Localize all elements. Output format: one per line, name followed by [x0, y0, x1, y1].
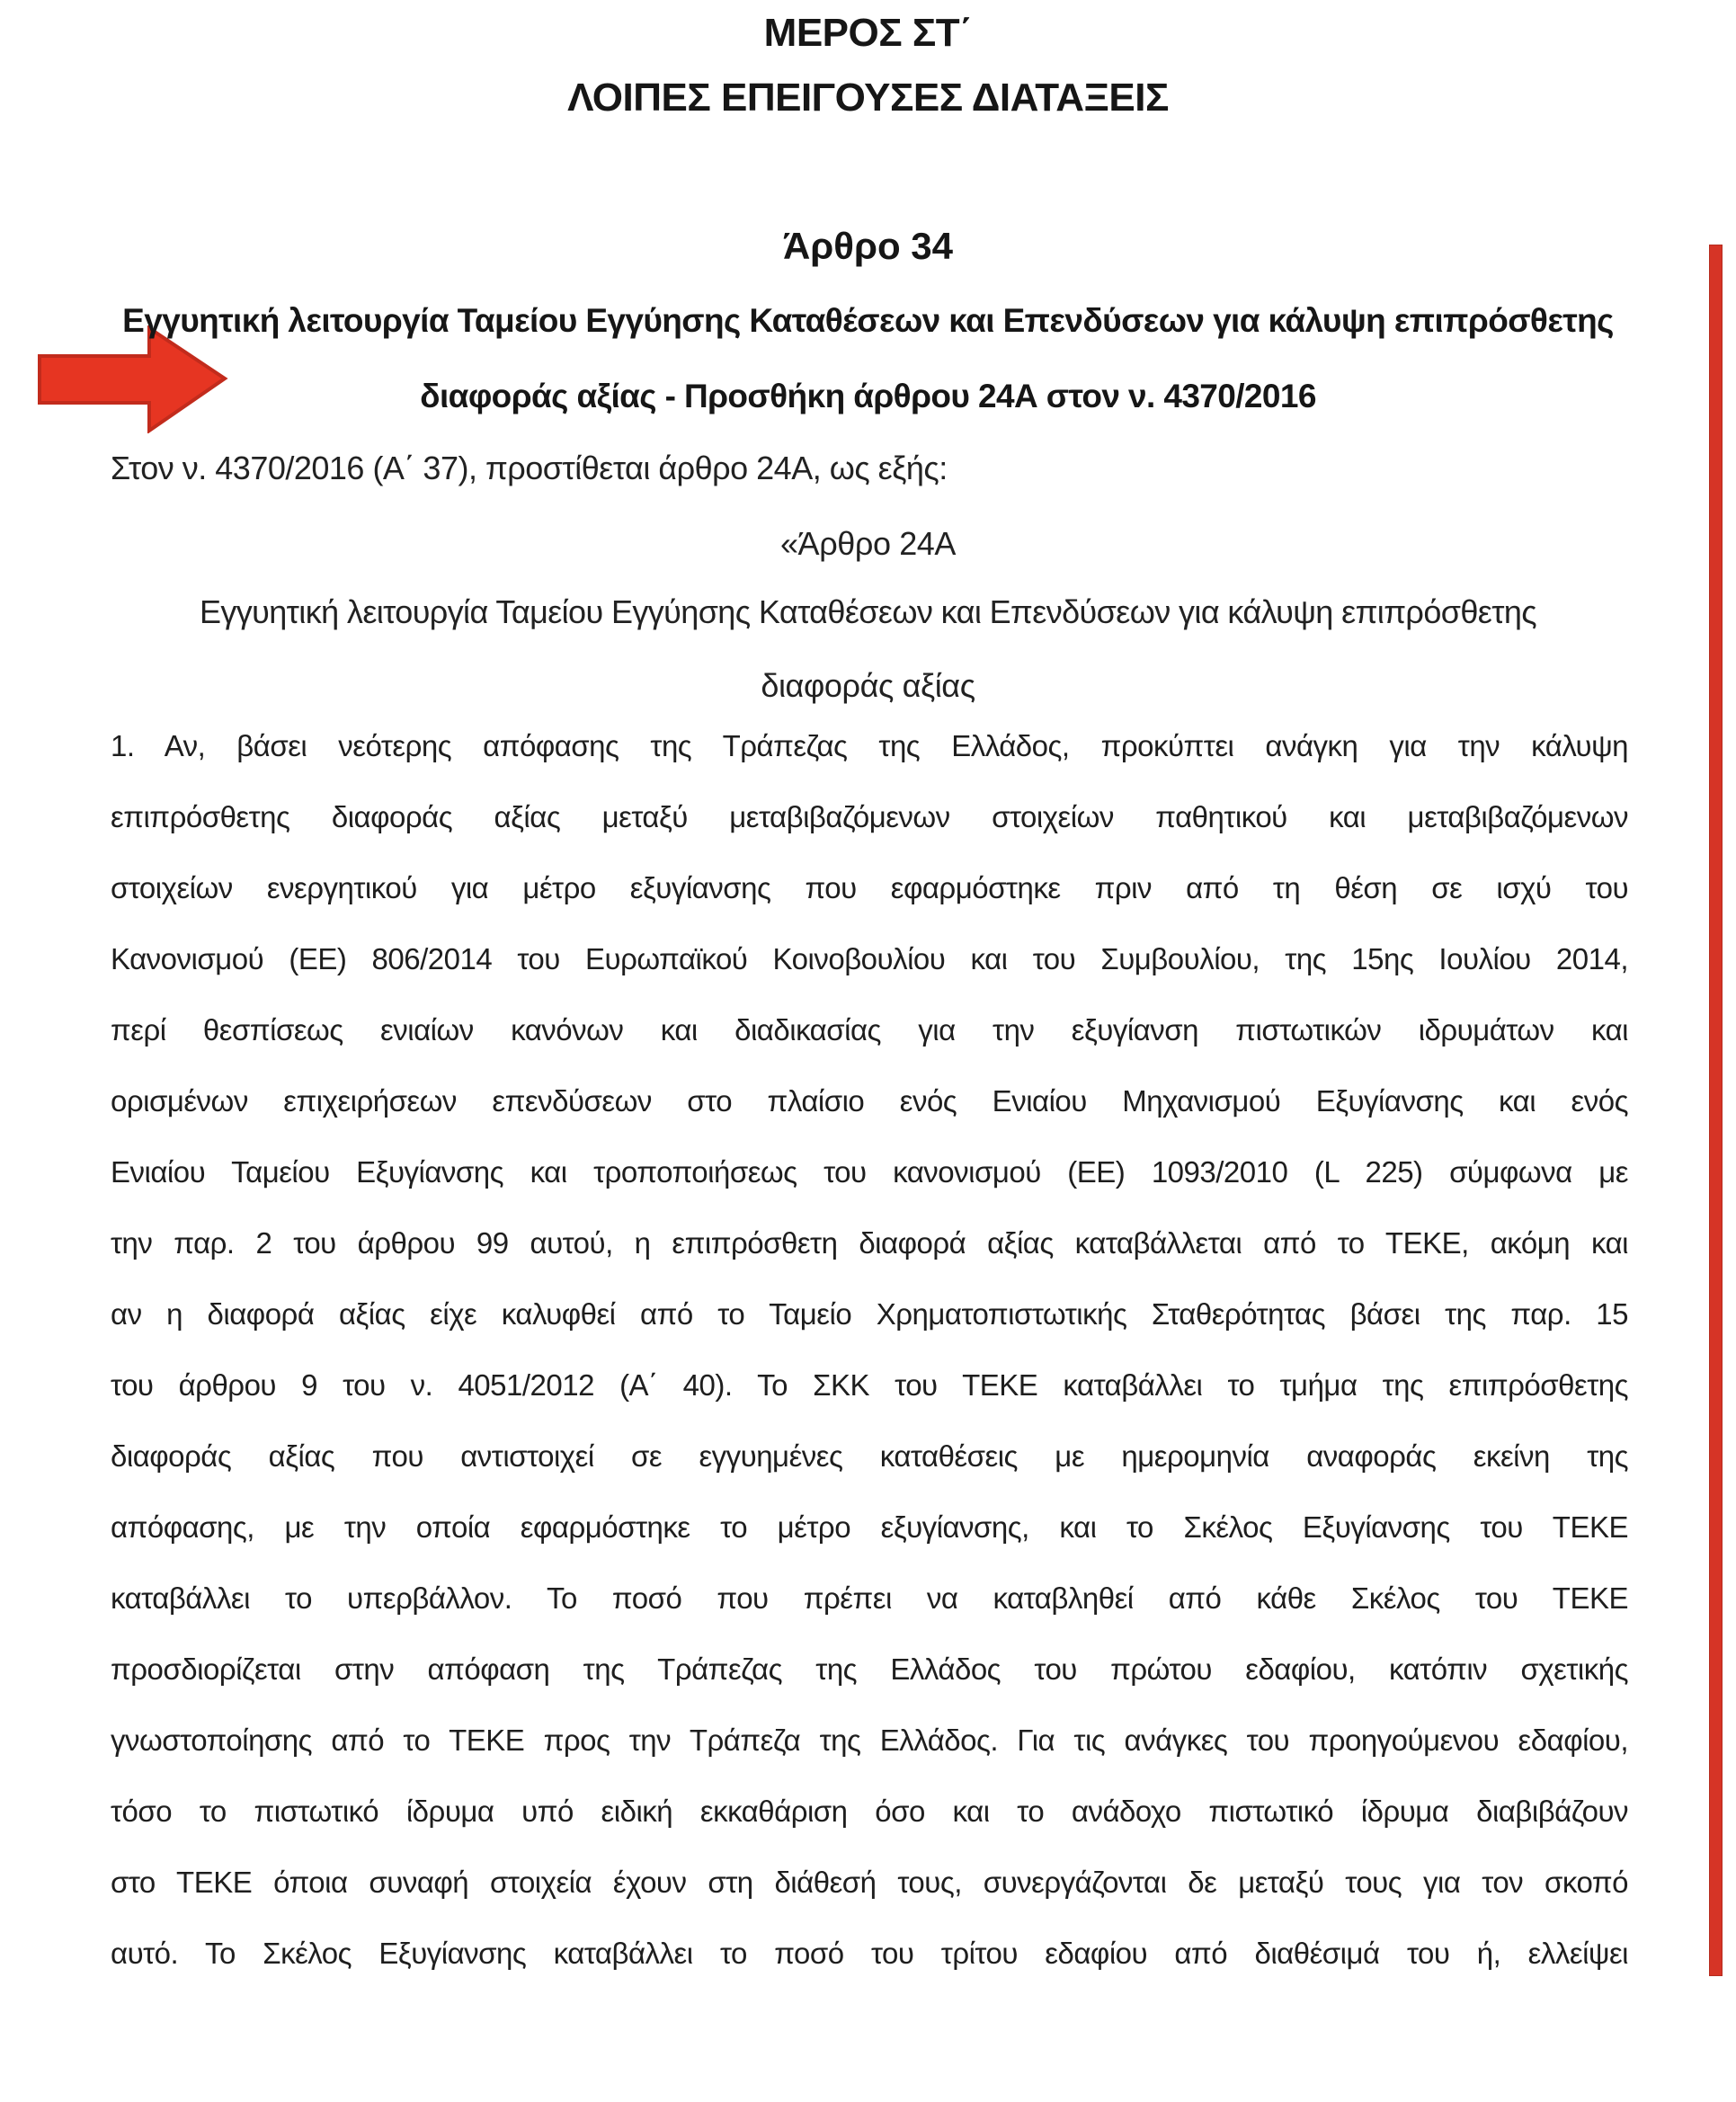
quoted-article-number: «Άρθρο 24Α [779, 525, 957, 562]
body-line: 1. Αν, βάσει νεότερης απόφασης της Τράπεζας της Ελλάδος, προκύπτει ανάγκη για την κάλυψη [111, 729, 1628, 762]
red-margin-bar [1709, 245, 1723, 1976]
article-title-line-1: Εγγυητική λειτουργία Ταμείου Εγγύησης Καταθέσεων και Επενδύσεων για κάλυψη επιπρόσθετης [122, 302, 1614, 339]
body-line: Ενιαίου Ταμείου Εξυγίανσης και τροποποιήσεως του κανονισμού (ΕΕ) 1093/2010 (L 225) σύμφωνα με [111, 1155, 1628, 1189]
body-line: αυτό. Το Σκέλος Εξυγίανσης καταβάλλει το ποσό του τρίτου εδαφίου από διαθέσιμά του ή, ελλείψει [111, 1937, 1628, 1970]
body-line: Κανονισμού (ΕΕ) 806/2014 του Ευρωπαϊκού Κοινοβουλίου και του Συμβουλίου, της 15ης Ιουλίου 2014, [111, 942, 1628, 975]
article-title-line-2: διαφοράς αξίας - Προσθήκη άρθρου 24Α στον ν. 4370/2016 [420, 378, 1316, 414]
body-line: τόσο το πιστωτικό ίδρυμα υπό ειδική εκκαθάριση όσο και το ανάδοχο πιστωτικό ίδρυμα διαβιβάζουν [111, 1795, 1628, 1828]
body-line: προσδιορίζεται στην απόφαση της Τράπεζας της Ελλάδος του πρώτου εδαφίου, κατόπιν σχετικής [111, 1652, 1628, 1686]
quoted-title-line-1: Εγγυητική λειτουργία Ταμείου Εγγύησης Καταθέσεων και Επενδύσεων για κάλυψη επιπρόσθετης [199, 593, 1537, 630]
red-margin-bar-rect [1709, 245, 1723, 1976]
body-line: περί θεσπίσεως ενιαίων κανόνων και διαδικασίας για την εξυγίανση πιστωτικών ιδρυμάτων και [111, 1013, 1628, 1047]
body-line: απόφασης, με την οποία εφαρμόστηκε το μέτρο εξυγίανσης, και το Σκέλος Εξυγίανσης του ΤΕΚΕ [111, 1510, 1628, 1544]
article-body [111, 710, 1628, 1989]
body-line: στο ΤΕΚΕ όποια συναφή στοιχεία έχουν στη διάθεσή τους, συνεργάζονται δε μεταξύ τους για τον σκοπό [111, 1866, 1628, 1899]
quoted-title-line-2: διαφοράς αξίας [761, 667, 975, 704]
part-subtitle: ΛΟΙΠΕΣ ΕΠΕΙΓΟΥΣΕΣ ΔΙΑΤΑΞΕΙΣ [567, 76, 1169, 120]
body-line: στοιχείων ενεργητικού για μέτρο εξυγίανσης που εφαρμόστηκε πριν από τη θέση σε ισχύ του [111, 871, 1628, 904]
body-line: καταβάλλει το υπερβάλλον. Το ποσό που πρέπει να καταβληθεί από κάθε Σκέλος του ΤΕΚΕ [111, 1581, 1628, 1615]
body-line: την παρ. 2 του άρθρου 99 αυτού, η επιπρόσθετη διαφορά αξίας καταβάλλεται από το ΤΕΚΕ, ακόμη και [111, 1226, 1628, 1260]
body-line: γνωστοποίησης από το ΤΕΚΕ προς την Τράπεζα της Ελλάδος. Για τις ανάγκες του προηγούμενου εδαφίου, [111, 1723, 1628, 1757]
body-line: διαφοράς αξίας που αντιστοιχεί σε εγγυημένες καταθέσεις με ημερομηνία αναφοράς εκείνη της [111, 1439, 1628, 1473]
body-line: ορισμένων επιχειρήσεων επενδύσεων στο πλαίσιο ενός Ενιαίου Μηχανισμού Εξυγίανσης και ενός [111, 1084, 1628, 1118]
part-title: ΜΕΡΟΣ ΣΤ΄ [763, 11, 973, 55]
article-number: Άρθρο 34 [782, 225, 954, 267]
body-line: αν η διαφορά αξίας είχε καλυφθεί από το Ταμείο Χρηματοπιστωτικής Σταθερότητας βάσει της παρ. 15 [111, 1297, 1628, 1331]
body-line: επιπρόσθετης διαφοράς αξίας μεταξύ μεταβιβαζόμενων στοιχείων παθητικού και μεταβιβαζόμενων [111, 800, 1628, 833]
body-line: του άρθρου 9 του ν. 4051/2012 (Α΄ 40). Το ΣΚΚ του ΤΕΚΕ καταβάλλει το τμήμα της επιπρόσθετης [111, 1368, 1628, 1402]
intro-line: Στον ν. 4370/2016 (Α΄ 37), προστίθεται άρθρο 24Α, ως εξής: [111, 450, 948, 486]
